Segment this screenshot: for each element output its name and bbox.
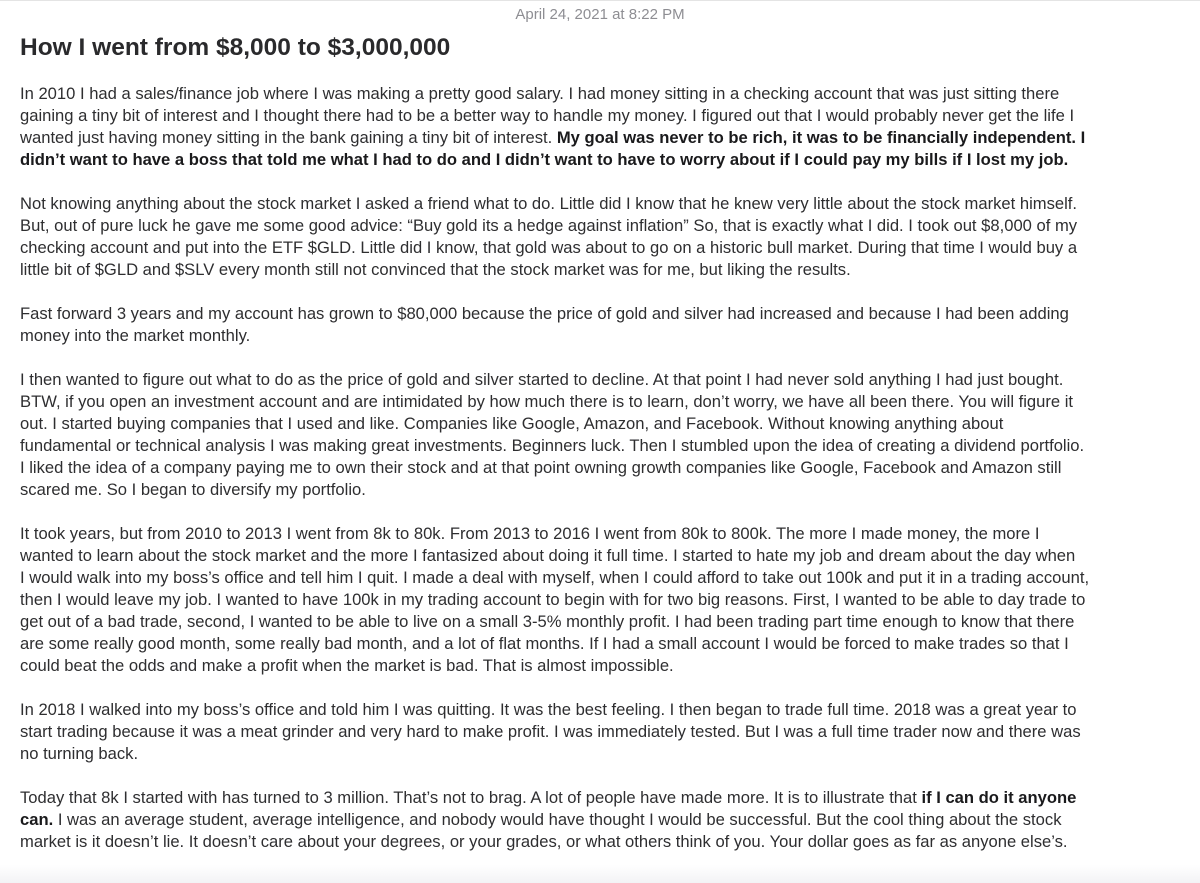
paragraph-line [20,413,1180,435]
bold-text: My goal was never to be rich, it was to be financially independent. I [556,128,1086,147]
paragraph-line [20,721,1180,743]
text-run: start trading because it was a meat grinder and very hard to make profit. I was immediately tested. But I was a full time trader now and there was [20,722,1081,741]
text-run: In 2010 I had a sales/finance job where I was making a pretty good salary. I had money sitting in a checking account that was just sitting there [20,84,1060,103]
paragraph-line [20,655,1180,677]
paragraph-line [20,611,1180,633]
bold-text: didn’t want to have a boss that told me what I had to do and I didn’t want to have to worry about if I could pay my bills if I lost my job. [20,150,1069,169]
note-paragraph [20,83,1180,171]
note-date: April 24, 2021 at 8:22 PM [515,6,685,23]
paragraph-line [20,127,1180,149]
text-run: I then wanted to figure out what to do as the price of gold and silver started to decline. At that point I had never sold anything I had just bought. [20,370,1064,389]
text-run: get out of a bad trade, second, I wanted to be able to live on a small 3-5% monthly profit. I had been trading part time enough to know that there [20,612,1075,631]
text-run: then I would leave my job. I wanted to have 100k in my trading account to begin with for two big reasons. First, I wanted to be able to day trade to [20,590,1086,609]
text-run: fundamental or technical analysis I was making great investments. Beginners luck. Then I stumbled upon the idea of creating a dividend portfolio. [20,436,1085,455]
note-paragraph [20,699,1180,765]
paragraph-line [20,259,1180,281]
note-paragraph [20,787,1180,853]
paragraph-line [20,369,1180,391]
bold-text: if I can do it anyone [921,788,1077,807]
text-run: out. I started buying companies that I used and like. Companies like Google, Amazon, and Facebook. Without knowing anything about [20,414,1004,433]
paragraph-line [20,457,1180,479]
text-run: market is it doesn’t lie. It doesn’t care about your degrees, or your grades, or what others think of you. Your dollar goes as far as anyone else’s. [20,832,1068,851]
note-body[interactable] [20,83,1180,853]
paragraph-line [20,391,1180,413]
scroll-fade [0,865,1200,883]
text-run: could beat the odds and make a profit when the market is bad. That is almost impossible. [20,656,674,675]
paragraph-line [20,149,1180,171]
text-run: I would walk into my boss’s office and tell him I quit. I made a deal with myself, when I could afford to take out 100k and put it in a trading account, [20,568,1090,587]
text-run: BTW, if you open an investment account and are intimidated by how much there is to learn, don’t worry, we have all been there. You will figure it [20,392,1074,411]
note-paragraph [20,523,1180,677]
text-run: In 2018 I walked into my boss’s office and told him I was quitting. It was the best feeling. I then began to trade full time. 2018 was a great year to [20,700,1077,719]
text-run: little bit of $GLD and $SLV every month still not convinced that the stock market was for me, but liking the results. [20,260,851,279]
text-run: money into the market monthly. [20,326,251,345]
paragraph-line [20,325,1180,347]
note-paragraph [20,193,1180,281]
paragraph-line [20,83,1180,105]
text-run: checking account and put into the ETF $GLD. Little did I know, that gold was about to go on a historic bull market. During that time I would buy a [20,238,1078,257]
paragraph-line [20,105,1180,127]
text-run: scared me. So I began to diversify my portfolio. [20,480,366,499]
paragraph-line [20,303,1180,325]
paragraph-line [20,435,1180,457]
note-title[interactable]: How I went from $8,000 to $3,000,000 [20,34,451,61]
paragraph-line [20,523,1180,545]
text-run: no turning back. [20,744,139,763]
text-run: I liked the idea of a company paying me to own their stock and at that point owning growth companies like Google, Facebook and Amazon still [20,458,1062,477]
text-run: I was an average student, average intelligence, and nobody would have thought I would be successful. But the cool thing about the stock [53,810,1062,829]
paragraph-line [20,831,1180,853]
note-paragraph [20,303,1180,347]
paragraph-line [20,743,1180,765]
paragraph-line [20,633,1180,655]
paragraph-line [20,545,1180,567]
text-run: wanted to learn about the stock market and the more I fantasized about doing it full time. I started to hate my job and dream about the day when [20,546,1076,565]
text-run: wanted just having money sitting in the bank gaining a tiny bit of interest. [20,128,557,147]
paragraph-line [20,215,1180,237]
paragraph-line [20,237,1180,259]
note-paragraph [20,369,1180,501]
paragraph-line [20,809,1180,831]
text-run: Today that 8k I started with has turned to 3 million. That’s not to brag. A lot of people have made more. It is to illustrate that [20,788,922,807]
text-run: are some really good month, some really bad month, and a lot of flat months. If I had a small account I would be forced to make trades so that I [20,634,1069,653]
paragraph-line [20,567,1180,589]
bold-text: can. [20,810,54,829]
text-run: gaining a tiny bit of interest and I thought there had to be a better way to handle my money. I figured out that I would probably never get the life I [20,106,1075,125]
paragraph-line [20,699,1180,721]
text-run: It took years, but from 2010 to 2013 I went from 8k to 80k. From 2013 to 2016 I went from 80k to 800k. The more I made money, the more I [20,524,1040,543]
text-run: Fast forward 3 years and my account has grown to $80,000 because the price of gold and silver had increased and because I had been adding [20,304,1069,323]
paragraph-line [20,787,1180,809]
text-run: Not knowing anything about the stock market I asked a friend what to do. Little did I know that he knew very little about the stock market himself. [20,194,1078,213]
paragraph-line [20,589,1180,611]
text-run: But, out of pure luck he gave me some good advice: “Buy gold its a hedge against inflation” So, that is exactly what I did. I took out $8,000 of my [20,216,1078,235]
paragraph-line [20,193,1180,215]
paragraph-line [20,479,1180,501]
